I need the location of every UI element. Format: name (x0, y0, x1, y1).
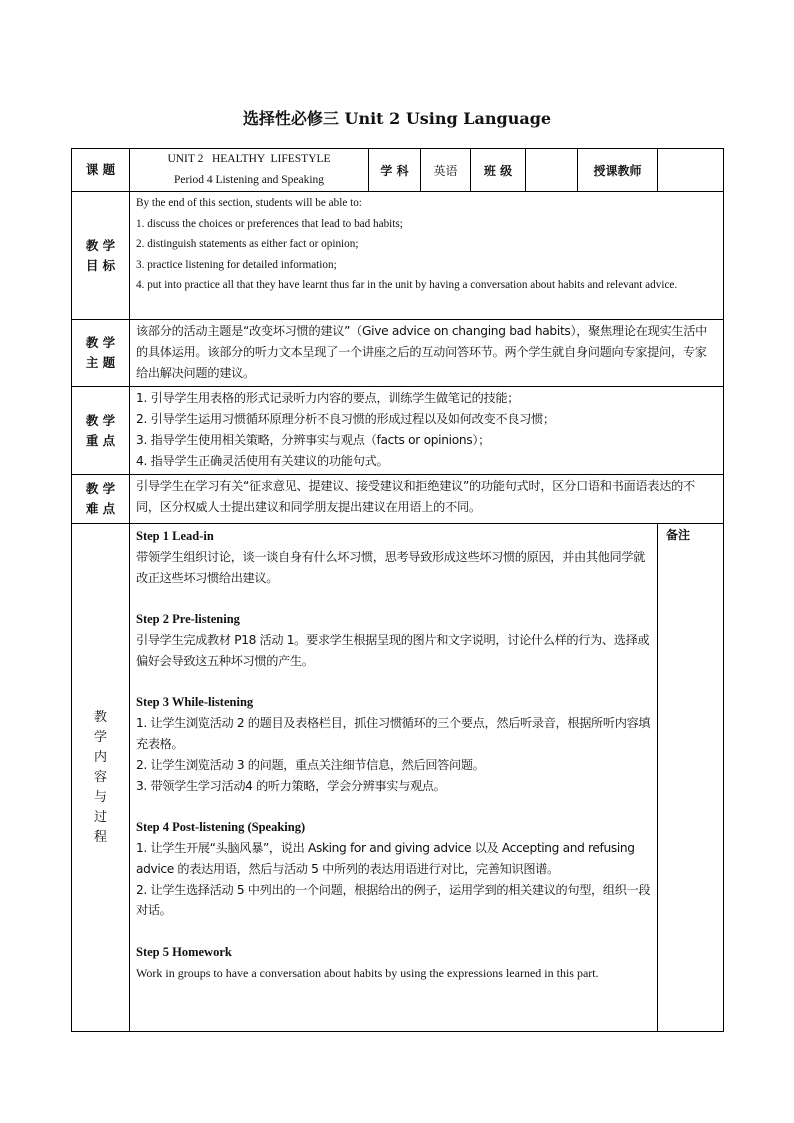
process-label-char: 学 (93, 729, 107, 745)
objective-line: 3. practice listening for detailed information; (136, 258, 337, 271)
subject-value: 英语 (421, 149, 471, 192)
key-point-line: 3. 指导学生使用相关策略，分辨事实与观点（facts or opinions）； (136, 433, 491, 447)
step-3-title: Step 3 While-listening (136, 695, 254, 710)
difficulties-label-1: 教 学 (85, 481, 116, 496)
key-point-line: 2. 引导学生运用习惯循环原理分析不良习惯的形成过程以及如何改变不良习惯； (136, 412, 555, 426)
key-points-label-1: 教 学 (85, 412, 116, 428)
key-points-row (72, 387, 724, 475)
teacher-value (658, 149, 724, 192)
topic-value (130, 149, 369, 192)
key-points-label-2: 重 点 (85, 432, 116, 448)
step-4-text: 2. 让学生选择活动 5 中列出的一个问题，根据给出的例子，运用学到的相关建议的句型，组织一段对话。 (136, 882, 651, 918)
theme-content: 该部分的活动主题是“改变坏习惯的建议”（Give advice on changing bad habits），聚焦理论在现实生活中的具体运用。该部分的听力文本呈现了一个讲座之后的互动问答环节。两个学生就自身问题向专家提问，专家给出解决问题的建议。 (130, 320, 724, 387)
objective-line: 2. distinguish statements as either fact or opinion; (136, 238, 359, 251)
theme-label (72, 320, 130, 387)
step-3-text: 1. 让学生浏览活动 2 的题目及表格栏目，抓住习惯循环的三个要点，然后听录音，根据所听内容填充表格。 (136, 716, 651, 751)
process-row (72, 524, 724, 1032)
topic-line-2: Period 4 Listening and Speaking (173, 174, 325, 186)
topic-line-1: UNIT 2 HEALTHY LIFESTYLE (167, 153, 331, 165)
process-label-char: 程 (93, 829, 107, 845)
objective-line: 4. put into practice all that they have learnt thus far in the unit by having a conversation about habits and relevant advice. (136, 279, 678, 292)
key-points-content (130, 387, 724, 475)
step-2-title: Step 2 Pre-listening (136, 612, 240, 627)
header-row (72, 149, 724, 192)
step-4-title: Step 4 Post-listening (Speaking) (136, 820, 306, 835)
objectives-content (130, 192, 724, 320)
process-label-char: 过 (93, 809, 107, 825)
theme-label-1: 教 学 (85, 335, 116, 350)
objective-line: By the end of this section, students will be able to: (136, 197, 362, 209)
process-label-char: 内 (93, 749, 107, 765)
step-1-title: Step 1 Lead-in (136, 529, 214, 543)
process-content (130, 524, 658, 1032)
step-4-text: 1. 让学生开展“头脑风暴”，说出 Asking for and giving advice 以及 Accepting and refusing advice 的表达用语，然后与活动 5 中所列的表达用语进行对比，完善知识图谱。 (136, 840, 635, 876)
process-label-char: 教 (93, 709, 107, 725)
teacher-label: 授课教师 (578, 149, 658, 192)
step-5-text: Work in groups to have a conversation about habits by using the expressions learned in this part. (136, 965, 599, 980)
key-points-label (72, 387, 130, 475)
difficulties-content: 引导学生在学习有关“征求意见、提建议、接受建议和拒绝建议”的功能句式时，区分口语和书面语表达的不同，区分权威人士提出建议和同学朋友提出建议在用语上的不同。 (130, 475, 724, 524)
step-3-text: 3. 带领学生学习活动4 的听力策略，学会分辨事实与观点。 (136, 778, 446, 793)
process-label-char: 与 (93, 789, 107, 805)
subject-label: 学 科 (369, 149, 421, 192)
theme-row (72, 320, 724, 387)
lesson-plan-table (71, 148, 724, 1032)
process-label-char: 容 (93, 769, 107, 785)
objectives-label-1: 教 学 (85, 237, 116, 253)
step-1-text: 带领学生组织讨论，谈一谈自身有什么坏习惯，思考导致形成这些坏习惯的原因，并由其他同学就改正这些坏习惯给出建议。 (136, 549, 646, 585)
step-5-title: Step 5 Homework (136, 944, 232, 959)
key-point-line: 4. 指导学生正确灵活使用有关建议的功能句式。 (136, 454, 389, 468)
remark-column: 备注 (658, 524, 724, 1032)
topic-label: 课 题 (72, 149, 130, 192)
objective-line: 1. discuss the choices or preferences that lead to bad habits; (136, 217, 403, 230)
key-point-line: 1. 引导学生用表格的形式记录听力内容的要点，训练学生做笔记的技能； (136, 391, 520, 405)
class-value (526, 149, 578, 192)
objectives-label (72, 192, 130, 320)
objectives-label-2: 目 标 (85, 257, 116, 273)
step-3-text: 2. 让学生浏览活动 3 的问题，重点关注细节信息，然后回答问题。 (136, 757, 485, 772)
theme-label-2: 主 题 (85, 355, 116, 370)
step-2-text: 引导学生完成教材 P18 活动 1。要求学生根据呈现的图片和文字说明，讨论什么样的行为、选择或偏好会导致这五种坏习惯的产生。 (136, 632, 650, 668)
difficulties-label (72, 475, 130, 524)
process-label (72, 524, 130, 1032)
document-title: 选择性必修三 Unit 2 Using Language (242, 109, 552, 128)
class-label: 班 级 (471, 149, 526, 192)
objectives-row (72, 192, 724, 320)
difficulties-label-2: 难 点 (85, 501, 116, 516)
difficulties-row (72, 475, 724, 524)
